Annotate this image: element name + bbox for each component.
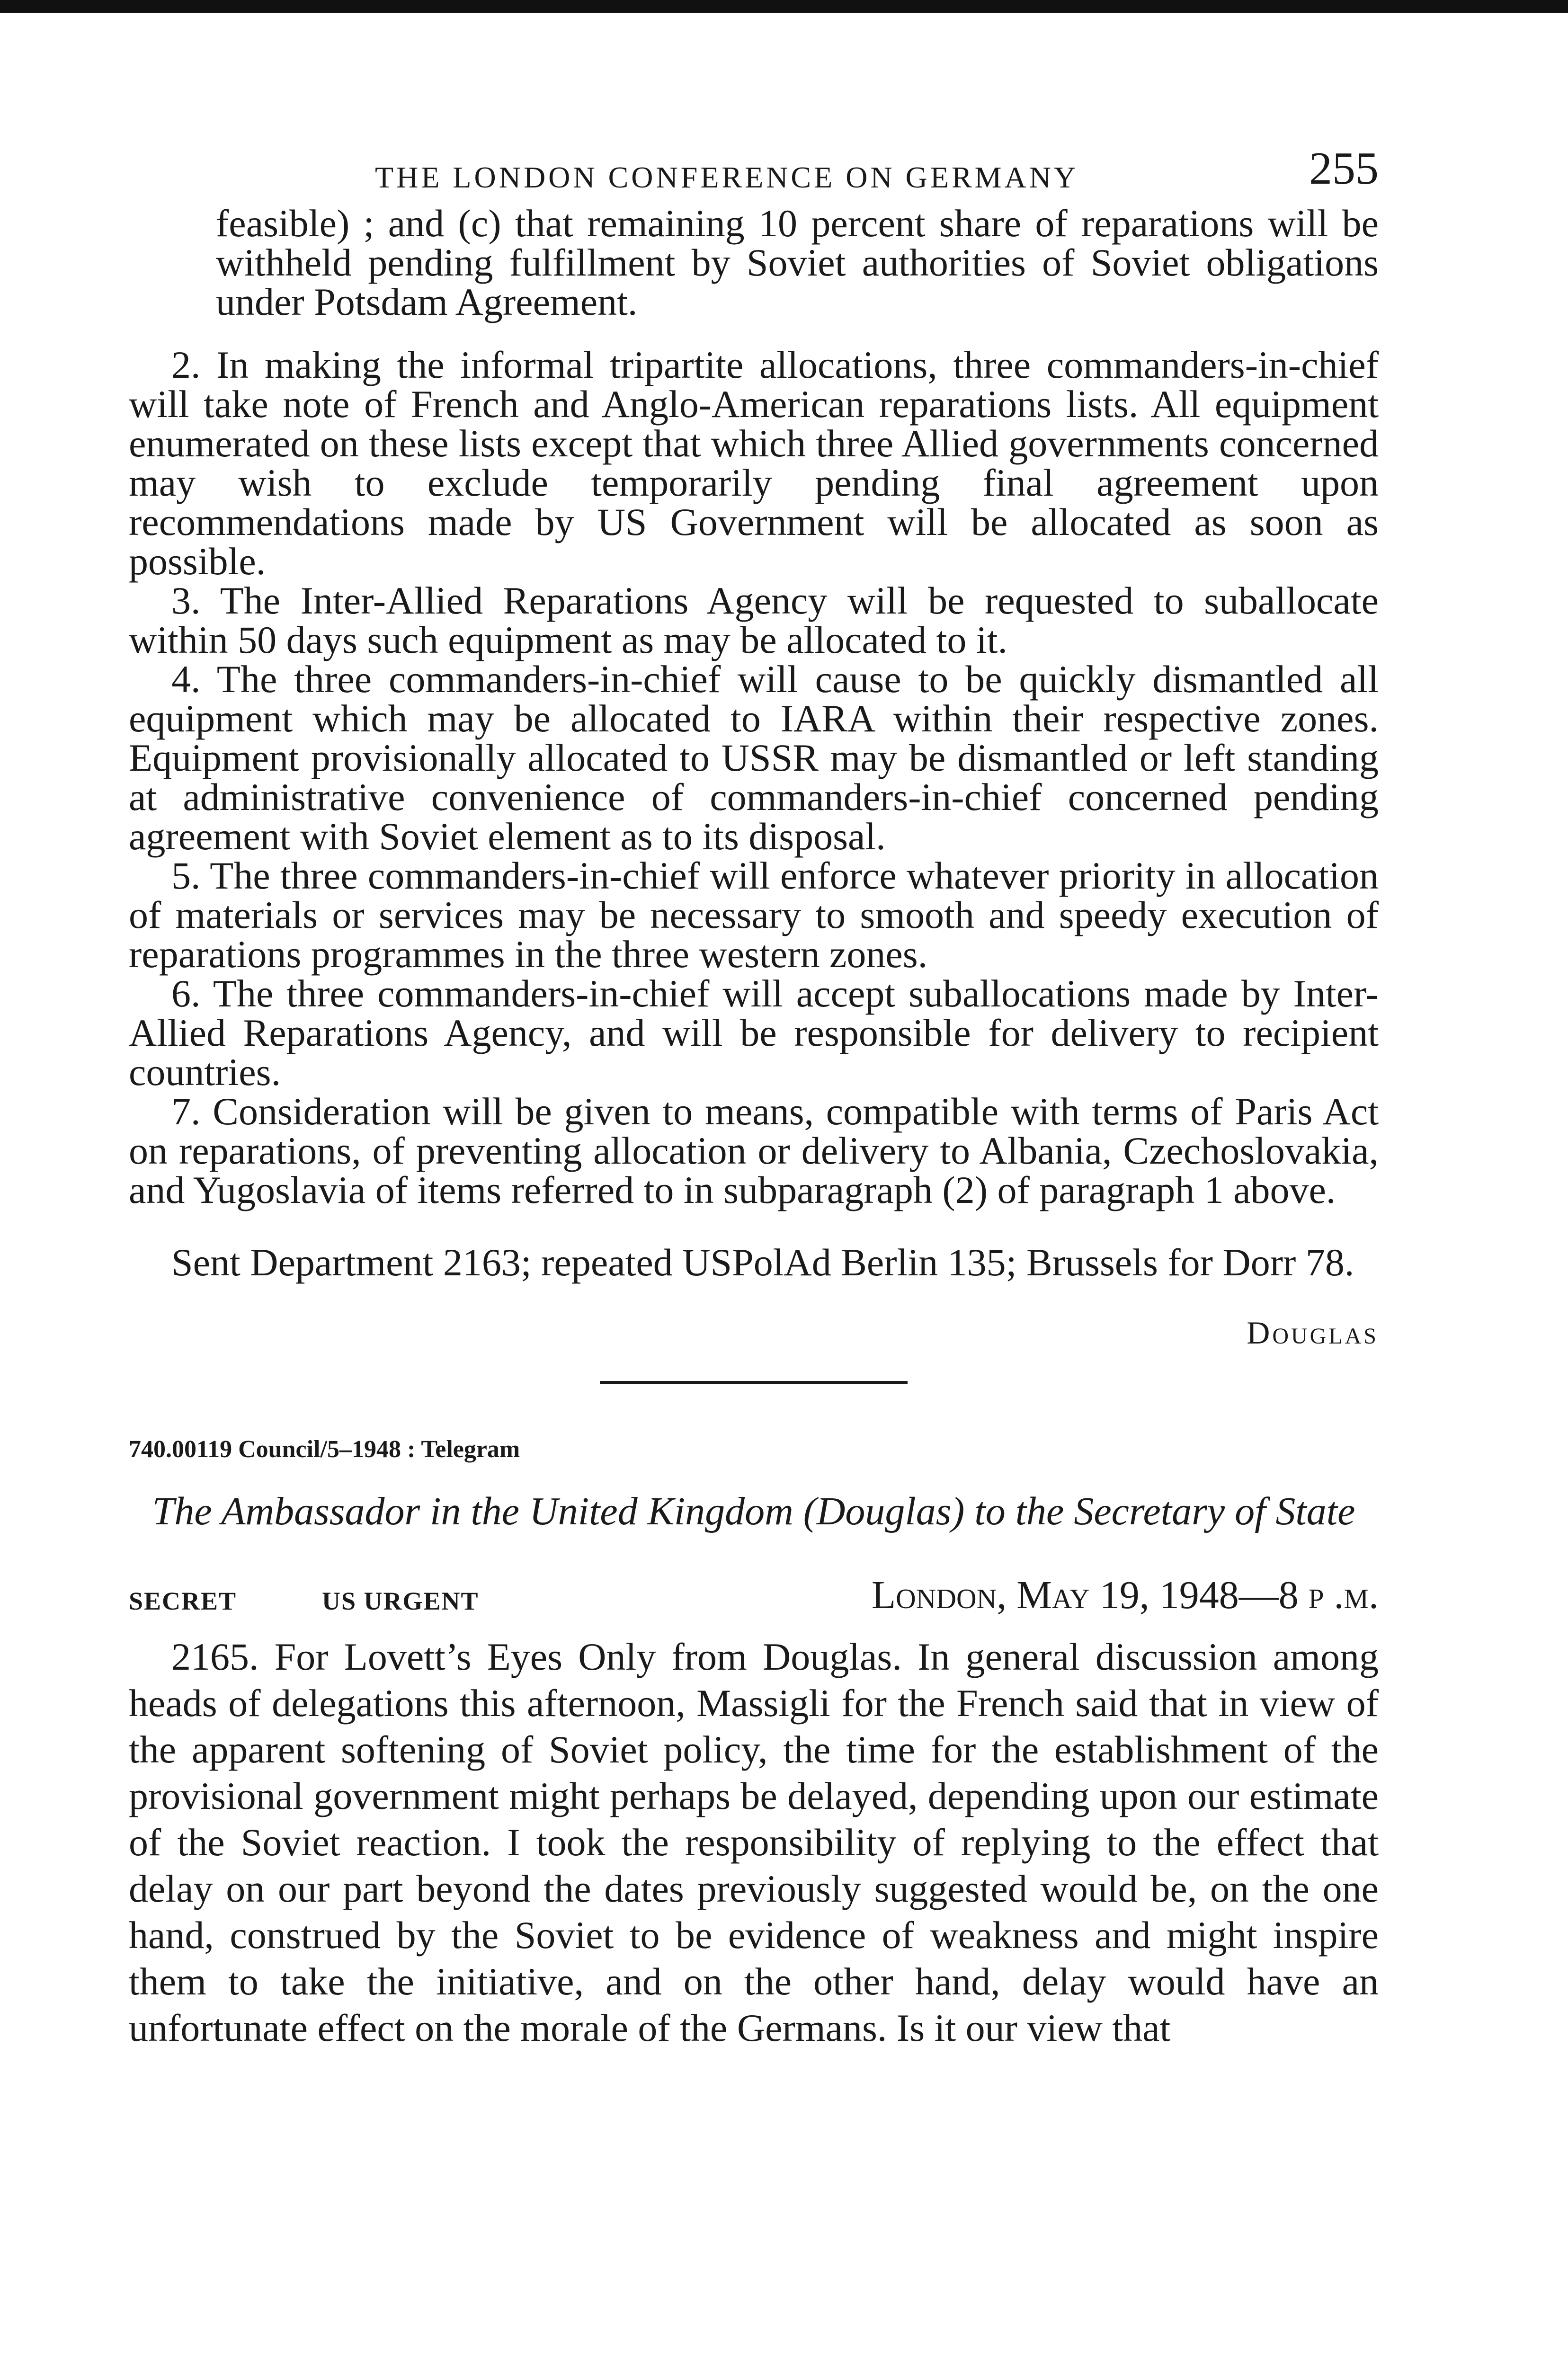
section-divider: [600, 1381, 908, 1384]
file-reference: 740.00119 Council/5–1948 : Telegram: [129, 1436, 520, 1463]
classification-label: SECRET: [129, 1587, 237, 1615]
place-date: London, May 19, 1948—8 p .m.: [871, 1573, 1379, 1617]
precedence-label: US URGENT: [322, 1587, 479, 1615]
document-page: [129, 142, 1379, 2051]
running-head: THE LONDON CONFERENCE ON GERMANY: [375, 160, 1079, 194]
telegram-body: 2165. For Lovett’s Eyes Only from Douglas. In general discussion among heads of delegations this afternoon, Massigli for the French said that in view of the apparent softening of Soviet policy, the time for the establishment of the provisional government might perhaps be delayed, depending upon our estimate of the Soviet reaction. I took the responsibility of replying to the effect that delay on our part beyond the dates previously suggested would be, on the one hand, construed by the Soviet to be evidence of weakness and might inspire them to take the initiative, and on the other hand, delay would have an unfortunate effect on the morale of the Germans. Is it our view that: [129, 1635, 1379, 2049]
paragraph-6: 6. The three commanders-in-chief will accept suballocations made by Inter-Allied Reparations Agency, and will be responsible for delivery to recipient countries.: [129, 972, 1379, 1094]
paragraph-4: 4. The three commanders-in-chief will cause to be quickly dismantled all equipment which may be allocated to IARA within their respective zones. Equipment provisionally allocated to USSR may be dismantled or left standing at administrative convenience of commanders-in-chief concerned pending agreement with Soviet element as to its disposal.: [129, 658, 1379, 858]
paragraph-2: 2. In making the informal tripartite allocations, three commanders-in-chief will take note of French and Anglo-American reparations lists. All equipment enumerated on these lists except that which three Allied governments concerned may wish to exclude temporarily pending final agreement upon recommendations made by US Government will be allocated as soon as possible.: [129, 343, 1379, 583]
sent-line: Sent Department 2163; repeated USPolAd Berlin 135; Brussels for Dorr 78.: [171, 1241, 1354, 1284]
page-header: [129, 142, 1379, 204]
paragraph-7: 7. Consideration will be given to means, compatible with terms of Paris Act on reparations, of preventing allocation or delivery to Albania, Czechoslovakia, and Yugoslavia of items referred to in subparagraph (2) of paragraph 1 above.: [129, 1090, 1379, 1211]
paragraph-3: 3. The Inter-Allied Reparations Agency will be requested to suballocate within 50 days such equipment as may be allocated to it.: [129, 579, 1379, 661]
document-title: The Ambassador in the United Kingdom (Douglas) to the Secretary of State: [152, 1489, 1355, 1533]
page-number: 255: [1309, 143, 1379, 194]
top-border: [0, 0, 1568, 13]
signature: Douglas: [1247, 1315, 1379, 1351]
dateline: [129, 1572, 1379, 1620]
continuation-paragraph: feasible) ; and (c) that remaining 10 percent share of reparations will be withheld pending fulfillment by Soviet authorities of Soviet obligations under Potsdam Agreement.: [216, 202, 1379, 323]
paragraph-5: 5. The three commanders-in-chief will enforce whatever priority in allocation of materials or services may be necessary to smooth and speedy execution of reparations programmes in the three western zones.: [129, 854, 1379, 976]
